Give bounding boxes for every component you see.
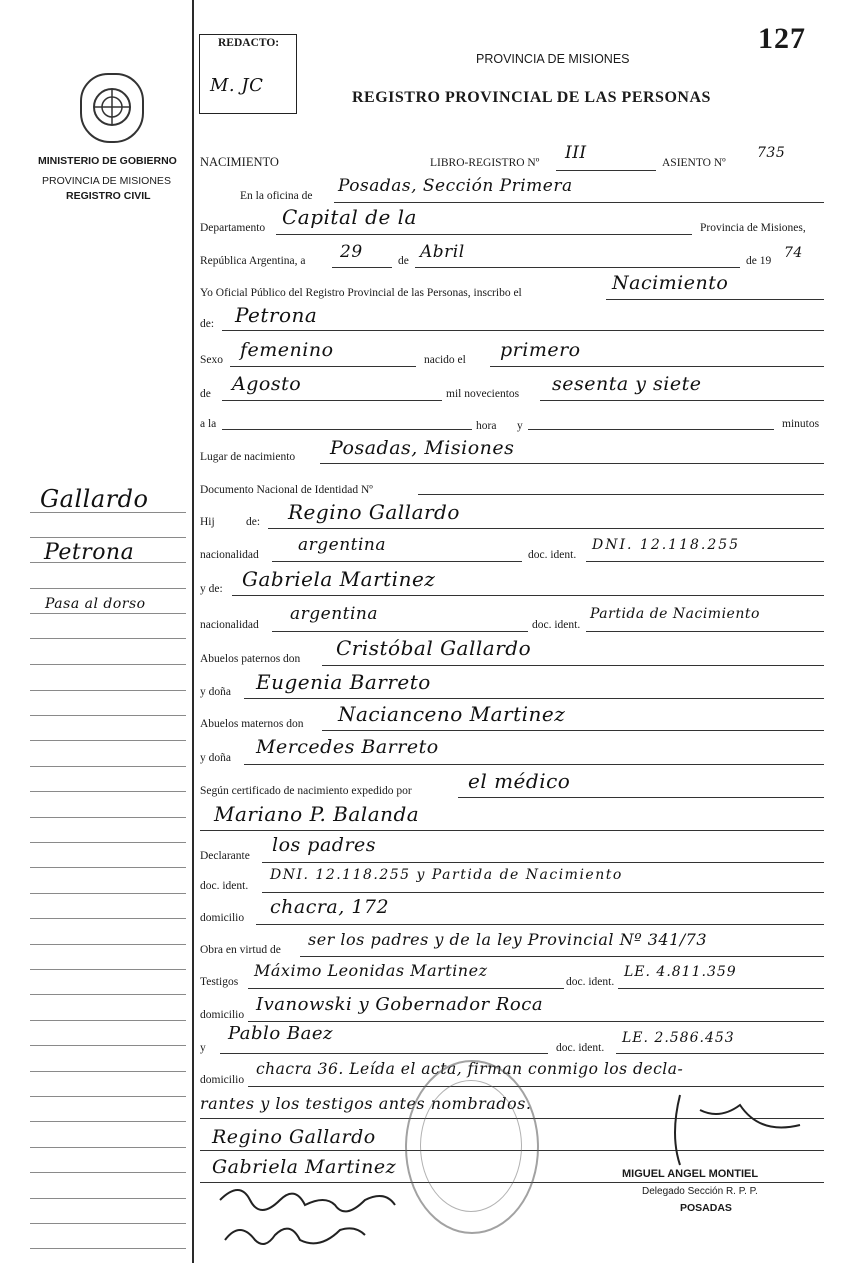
- ydona-mat-label: y doña: [200, 752, 231, 764]
- redacto-box: [199, 34, 297, 114]
- declarante-doc-label: doc. ident.: [200, 880, 249, 892]
- lugar-value: Posadas, Misiones: [330, 437, 515, 459]
- mother-name: Gabriela Martinez: [242, 567, 436, 591]
- redacto-label: REDACTO:: [218, 37, 280, 49]
- libro-value: III: [565, 143, 587, 163]
- testigo1-dom: Ivanowski y Gobernador Roca: [256, 994, 544, 1015]
- sexo-label: Sexo: [200, 354, 223, 366]
- certificado-label: Según certificado de nacimiento expedido por: [200, 785, 412, 797]
- de2-label: de: [200, 388, 211, 400]
- official-title: Delegado Sección R. P. P.: [642, 1186, 758, 1197]
- testigo2-dom-label: domicilio: [200, 1074, 245, 1086]
- oficina-value: Posadas, Sección Primera: [338, 176, 573, 196]
- mil-label: mil novecientos: [446, 388, 520, 400]
- declarante-doc: DNI. 12.118.255 y Partida de Nacimiento: [270, 867, 623, 883]
- father-doc-label: doc. ident.: [528, 549, 577, 561]
- father-name: Regino Gallardo: [288, 500, 460, 524]
- abuelo-pat: Cristóbal Gallardo: [336, 636, 532, 660]
- father-nat-label: nacionalidad: [200, 549, 259, 561]
- de-label: de: [398, 255, 409, 267]
- coat-of-arms-seal: [80, 73, 144, 143]
- ministry-line2: PROVINCIA DE MISIONES: [42, 175, 171, 187]
- margin-name: Petrona: [44, 540, 135, 565]
- asiento-value: 735: [757, 145, 786, 161]
- nacido-label: nacido el: [424, 354, 466, 366]
- asiento-label: ASIENTO Nº: [662, 157, 726, 169]
- domicilio-value: chacra, 172: [270, 896, 390, 918]
- abuelo-mat: Nacianceno Martinez: [338, 702, 566, 726]
- testigo1-doc: LE. 4.811.359: [624, 964, 737, 980]
- departamento-label: Departamento: [200, 222, 266, 234]
- mother-nat: argentina: [290, 604, 379, 624]
- testigo1-doc-label: doc. ident.: [566, 976, 615, 988]
- declarante-label: Declarante: [200, 850, 250, 862]
- hij-label: Hij: [200, 516, 215, 528]
- birth-year: sesenta y siete: [552, 373, 702, 395]
- record-type: NACIMIENTO: [200, 155, 279, 169]
- de-name-label: de:: [200, 318, 215, 330]
- sexo-value: femenino: [240, 339, 334, 361]
- page-number: 127: [758, 22, 806, 55]
- declarante-value: los padres: [272, 834, 377, 856]
- oficial-label: Yo Oficial Público del Registro Provincial de las Personas, inscribo el: [200, 287, 522, 299]
- registry-stamp-inner: [420, 1080, 522, 1212]
- year-value: 74: [784, 245, 803, 261]
- day-value: 29: [340, 242, 363, 262]
- redacto-value: M. JC: [210, 75, 264, 96]
- testigo2-y-label: y: [200, 1042, 206, 1054]
- oficina-label: En la oficina de: [240, 190, 313, 202]
- y-label: y: [517, 420, 523, 432]
- testigo2: Pablo Baez: [228, 1023, 333, 1044]
- hij-de-label: de:: [246, 516, 261, 528]
- abuelos-mat-label: Abuelos maternos don: [200, 718, 304, 730]
- obra-value: ser los padres y de la ley Provincial Nº 341/73: [308, 930, 707, 949]
- libro-label: LIBRO-REGISTRO Nº: [430, 157, 540, 169]
- header-province: PROVINCIA DE MISIONES: [476, 52, 630, 66]
- closing-line1: chacra 36. Leída el acta, firman conmigo los decla-: [256, 1060, 684, 1078]
- abuelos-pat-label: Abuelos paternos don: [200, 653, 301, 665]
- oficial-value: Nacimiento: [612, 272, 729, 294]
- official-signature-scribble: [640, 1090, 820, 1170]
- testigo1: Máximo Leonidas Martinez: [254, 961, 488, 980]
- departamento-value: Capital de la: [282, 205, 417, 229]
- father-nat: argentina: [298, 535, 387, 555]
- margin-surname: Gallardo: [40, 485, 149, 513]
- provincia-label: Provincia de Misiones,: [700, 222, 806, 234]
- ydona-pat-label: y doña: [200, 686, 231, 698]
- mother-doc-label: doc. ident.: [532, 619, 581, 631]
- birth-month: Agosto: [232, 373, 302, 395]
- person-name: Petrona: [235, 303, 318, 327]
- closing-line2: rantes y los testigos antes nombrados.: [200, 1094, 532, 1113]
- margin-divider: [192, 0, 194, 1263]
- de19-label: de 19: [746, 255, 772, 267]
- lugar-label: Lugar de nacimiento: [200, 451, 296, 463]
- ministry-line1: MINISTERIO DE GOBIERNO: [38, 155, 177, 167]
- father-doc: DNI. 12.118.255: [592, 537, 741, 553]
- testigo2-doc-label: doc. ident.: [556, 1042, 605, 1054]
- obra-label: Obra en virtud de: [200, 944, 281, 956]
- dni-label: Documento Nacional de Identidad Nº: [200, 484, 373, 496]
- domicilio-label: domicilio: [200, 912, 245, 924]
- testigos-label: Testigos: [200, 976, 239, 988]
- testigo2-doc: LE. 2.586.453: [622, 1030, 735, 1046]
- signature-mother: Gabriela Martinez: [212, 1156, 397, 1178]
- abuela-pat: Eugenia Barreto: [256, 670, 431, 694]
- header-registry: REGISTRO PROVINCIAL DE LAS PERSONAS: [352, 89, 711, 106]
- margin-note: Pasa al dorso: [45, 596, 146, 612]
- nacido-value: primero: [500, 339, 581, 361]
- signature-father: Regino Gallardo: [212, 1126, 376, 1148]
- month-value: Abril: [420, 242, 465, 262]
- minutos-label: minutos: [782, 418, 820, 430]
- medico-name: Mariano P. Balanda: [214, 802, 420, 826]
- ministry-line3: REGISTRO CIVIL: [66, 190, 151, 202]
- testigo1-dom-label: domicilio: [200, 1009, 245, 1021]
- a-la-label: a la: [200, 418, 217, 430]
- certificado-value: el médico: [468, 769, 571, 793]
- mother-label: y de:: [200, 583, 223, 595]
- republica-label: República Argentina, a: [200, 255, 306, 267]
- abuela-mat: Mercedes Barreto: [256, 736, 439, 758]
- official-name: MIGUEL ANGEL MONTIEL: [622, 1168, 759, 1180]
- mother-doc: Partida de Nacimiento: [590, 606, 760, 622]
- mother-nat-label: nacionalidad: [200, 619, 259, 631]
- official-city: POSADAS: [680, 1202, 732, 1214]
- hora-label: hora: [476, 420, 497, 432]
